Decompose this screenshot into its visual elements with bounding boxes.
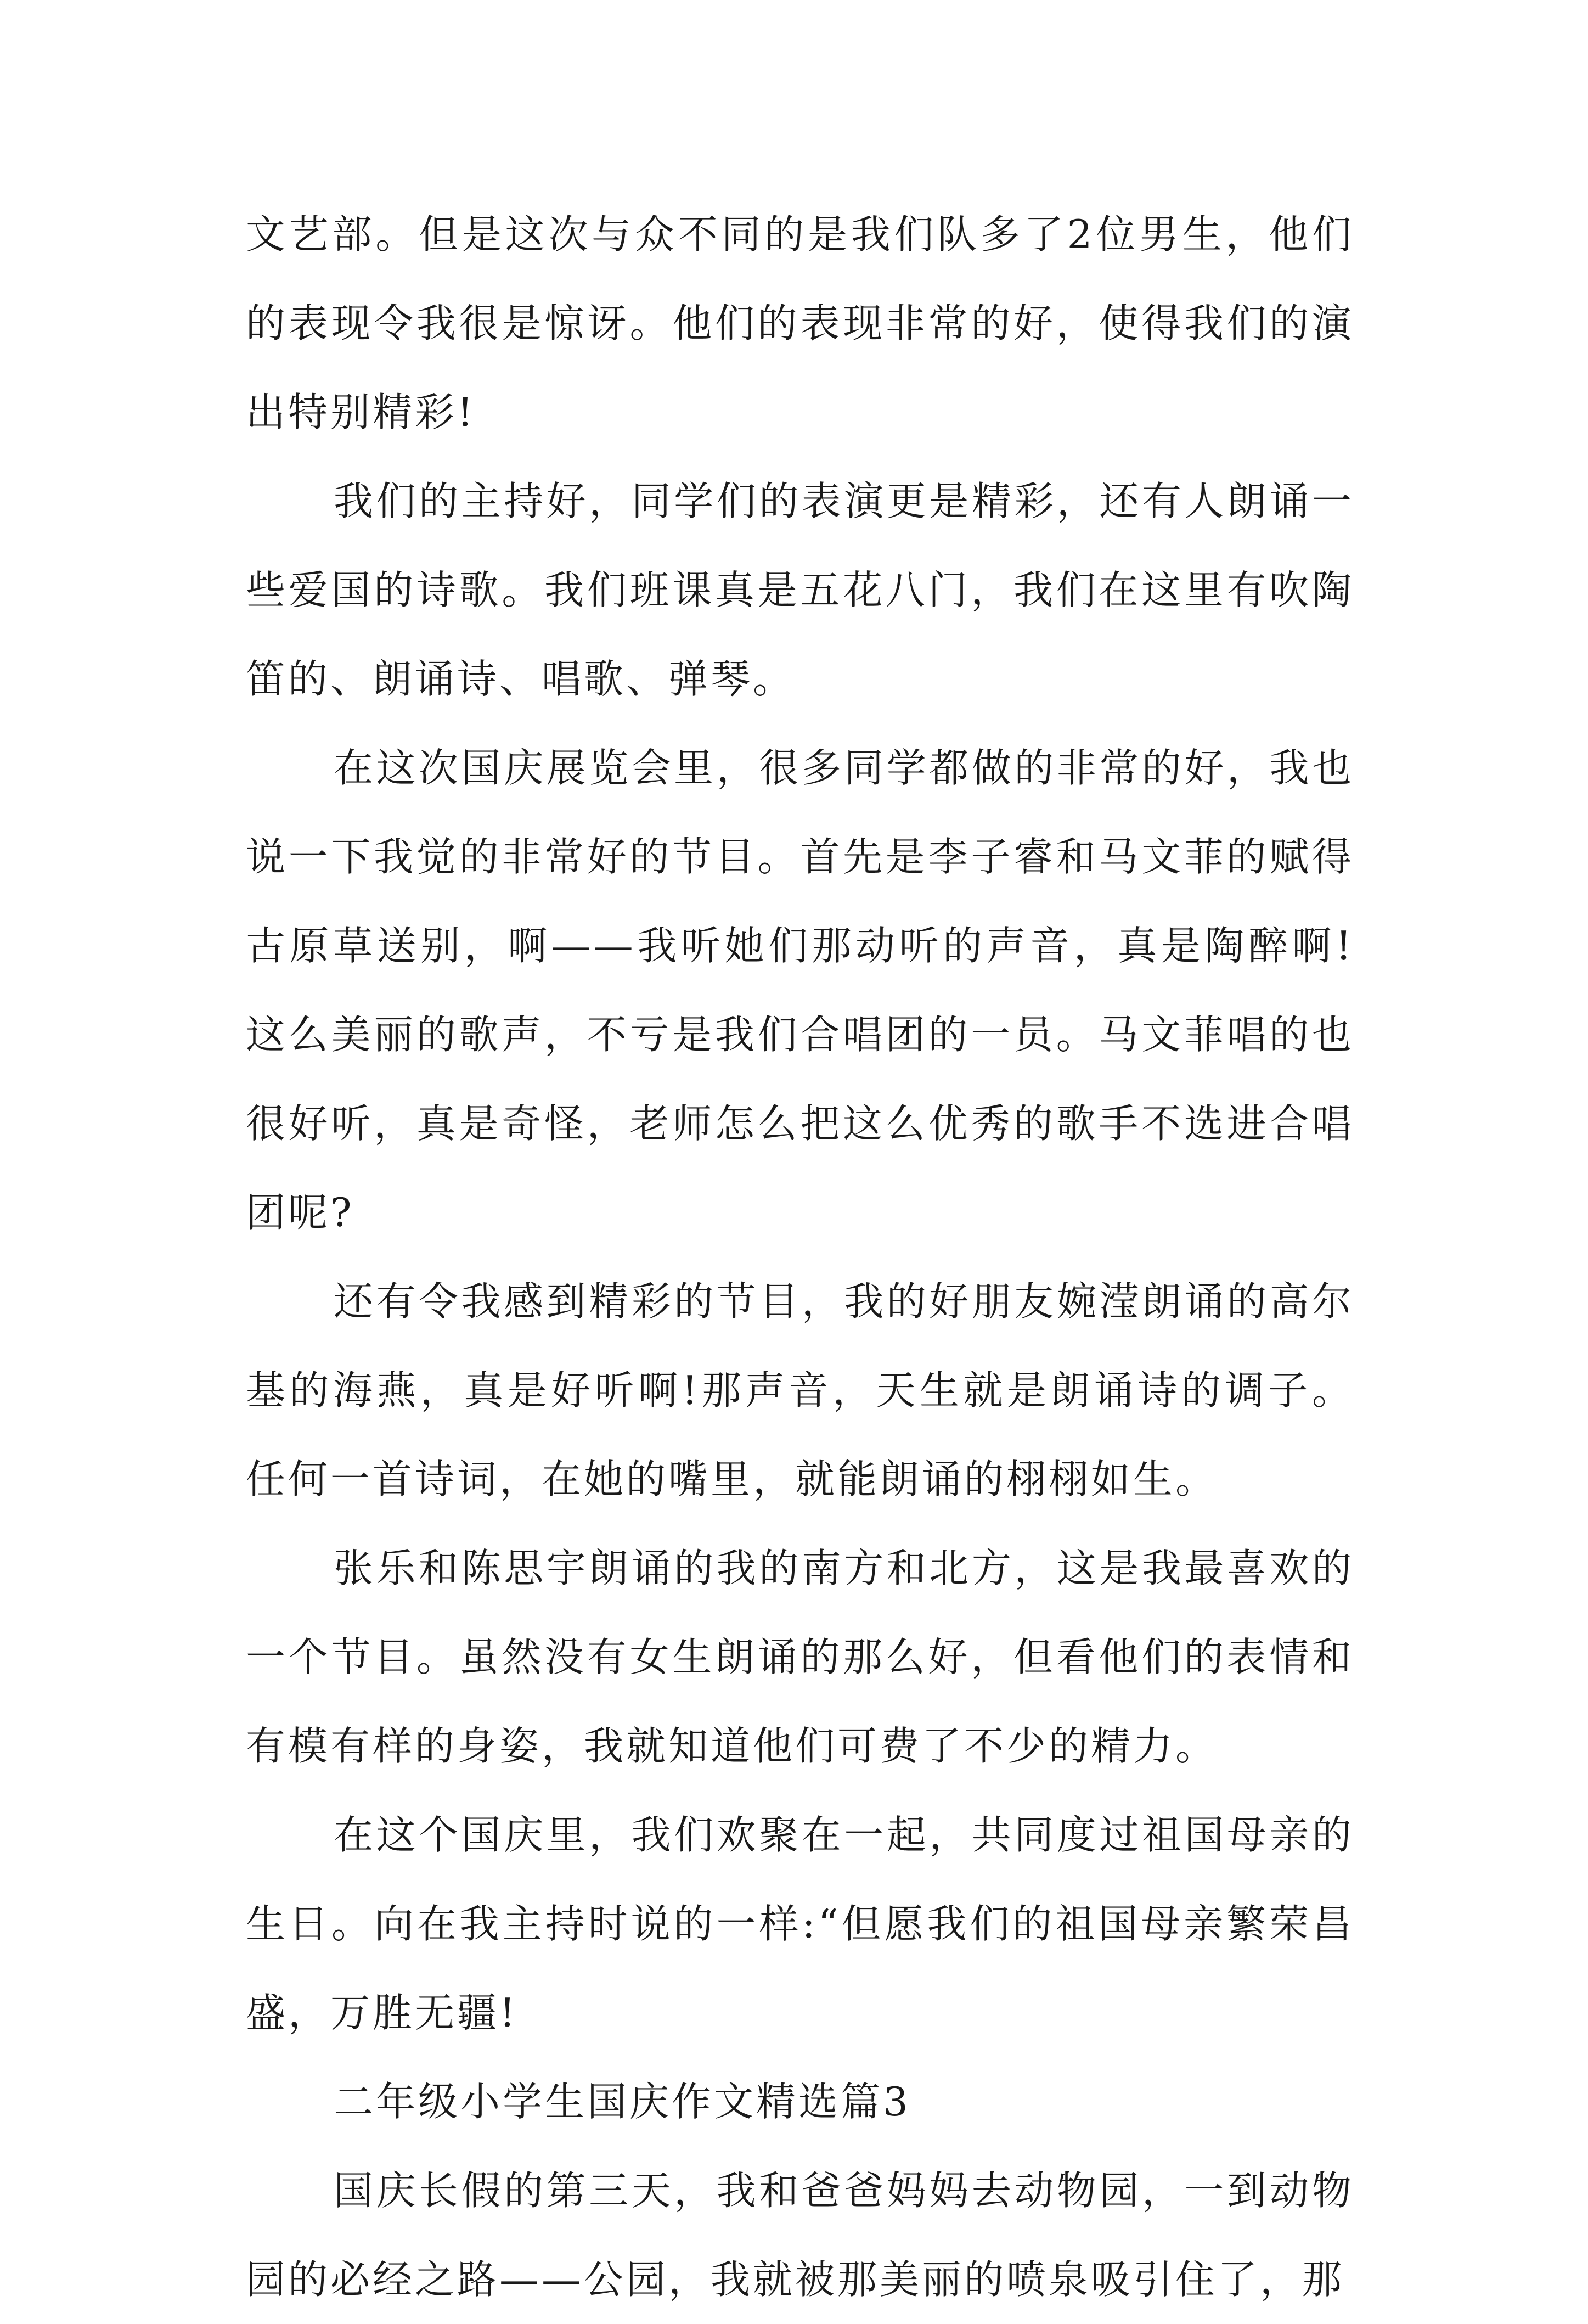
paragraph-4: 还有令我感到精彩的节目，我的好朋友婉滢朗诵的高尔基的海燕，真是好听啊!那声音，天生就是朗诵诗的调子。任何一首诗词，在她的嘴里，就能朗诵的栩栩如生。 bbox=[246, 1278, 1354, 1502]
paragraph-5: 张乐和陈思宇朗诵的我的南方和北方，这是我最喜欢的一个节目。虽然没有女生朗诵的那么好，但看他们的表情和有模有样的身姿，我就知道他们可费了不少的精力。 bbox=[246, 1545, 1354, 1769]
paragraph-2: 我们的主持好，同学们的表演更是精彩，还有人朗诵一些爱国的诗歌。我们班课真是五花八门，我们在这里有吹陶笛的、朗诵诗、唱歌、弹琴。 bbox=[246, 478, 1354, 702]
section-heading: 二年级小学生国庆作文精选篇3 bbox=[334, 2079, 911, 2125]
paragraph-1: 文艺部。但是这次与众不同的是我们队多了2位男生，他们的表现令我很是惊讶。他们的表现非常的好，使得我们的演出特别精彩! bbox=[246, 211, 1354, 435]
paragraph-3: 在这次国庆展览会里，很多同学都做的非常的好，我也说一下我觉的非常好的节目。首先是李子睿和马文菲的赋得古原草送别，啊——我听她们那动听的声音，真是陶醉啊!这么美丽的歌声，不亏是我们合唱团的一员。马文菲唱的也很好听，真是奇怪，老师怎么把这么优秀的歌手不选进合唱团呢? bbox=[246, 745, 1354, 1236]
paragraph-6: 在这个国庆里，我们欢聚在一起，共同度过祖国母亲的生日。向在我主持时说的一样:“但愿我们的祖国母亲繁荣昌盛，万胜无疆! bbox=[246, 1812, 1354, 2036]
paragraph-7: 国庆长假的第三天，我和爸爸妈妈去动物园，一到动物园的必经之路——公园，我就被那美丽的喷泉吸引住了，那 bbox=[246, 2168, 1354, 2303]
document-body bbox=[246, 190, 1354, 2324]
